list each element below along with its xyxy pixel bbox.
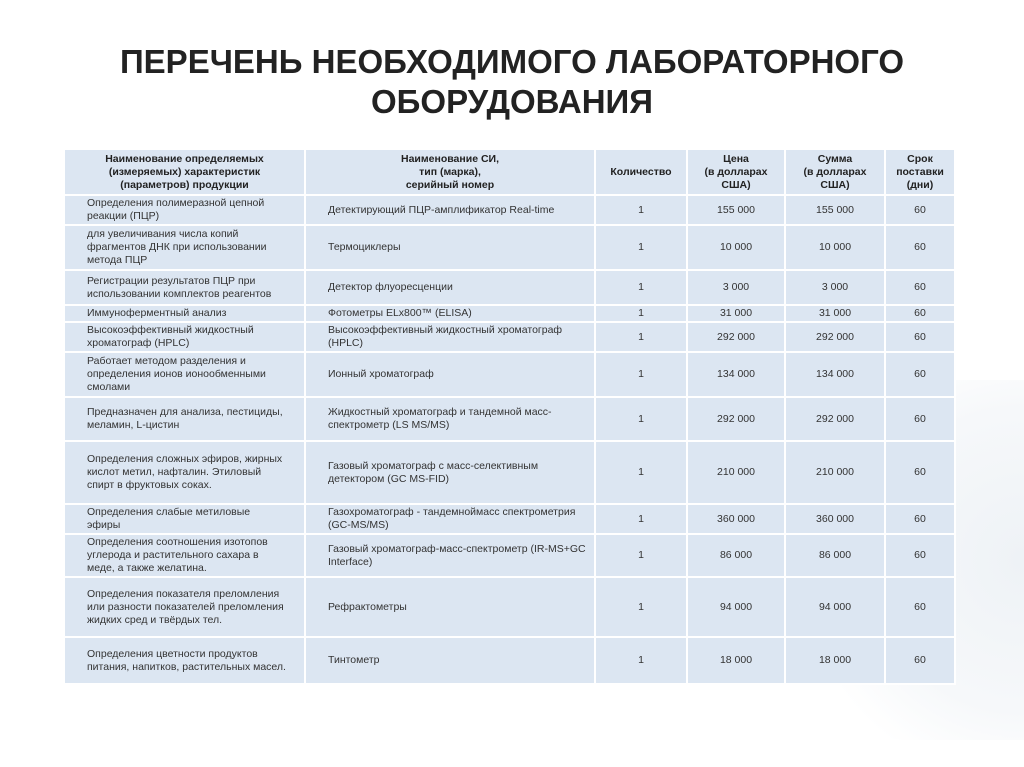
delivery-days-cell: 60 [885, 397, 955, 441]
delivery-days-cell: 60 [885, 637, 955, 684]
header-line: поставки [896, 165, 944, 178]
header-device [305, 149, 595, 195]
sum-cell: 18 000 [785, 637, 885, 684]
parameter-cell: Высокоэффективный жидкостный хроматограф (HPLC) [64, 322, 305, 352]
delivery-days-cell: 60 [885, 534, 955, 577]
parameter-cell: Определения цветности продуктов питания, напитков, растительных масел. [64, 637, 305, 684]
parameter-cell: для увеличивания числа копий фрагментов ДНК при использовании метода ПЦР [64, 225, 305, 270]
header-parameters [64, 149, 305, 195]
delivery-days-cell: 60 [885, 270, 955, 305]
sum-cell: 10 000 [785, 225, 885, 270]
parameter-cell: Регистрации результатов ПЦР при использовании комплектов реагентов [64, 270, 305, 305]
sum-cell: 94 000 [785, 577, 885, 637]
quantity-cell: 1 [595, 397, 687, 441]
quantity-cell: 1 [595, 322, 687, 352]
quantity-cell: 1 [595, 577, 687, 637]
price-cell: 10 000 [687, 225, 785, 270]
slide-title [0, 42, 1024, 122]
table-row [64, 577, 955, 637]
delivery-days-cell: 60 [885, 504, 955, 534]
parameter-cell: Предназначен для анализа, пестициды, меламин, L-цистин [64, 397, 305, 441]
quantity-cell: 1 [595, 637, 687, 684]
title-line-1: ПЕРЕЧЕНЬ НЕОБХОДИМОГО ЛАБОРАТОРНОГО [119, 43, 905, 80]
quantity-cell: 1 [595, 352, 687, 397]
device-cell: Фотометры ELx800™ (ELISA) [305, 305, 595, 322]
header-line: Количество [610, 165, 672, 178]
header-line: (в долларах [704, 165, 768, 178]
sum-cell: 3 000 [785, 270, 885, 305]
header-sum [785, 149, 885, 195]
table-row [64, 270, 955, 305]
sum-cell: 155 000 [785, 195, 885, 225]
header-line: (дни) [906, 178, 934, 191]
parameter-cell: Определения соотношения изотопов углерода и растительного сахара в меде, а также желатина. [64, 534, 305, 577]
parameter-cell: Определения показателя преломления или разности показателей преломления жидких сред и твёрдых тел. [64, 577, 305, 637]
price-cell: 86 000 [687, 534, 785, 577]
parameter-cell: Определения слабые метиловые эфиры [64, 504, 305, 534]
parameter-cell: Определения сложных эфиров, жирных кислот метил, нафталин. Этиловый спирт в фруктовых соках. [64, 441, 305, 504]
quantity-cell: 1 [595, 441, 687, 504]
sum-cell: 134 000 [785, 352, 885, 397]
device-cell: Рефрактометры [305, 577, 595, 637]
header-line: (параметров) продукции [120, 178, 249, 191]
device-cell: Газовый хроматограф с масс-селективным детектором (GC MS-FID) [305, 441, 595, 504]
table-row [64, 637, 955, 684]
device-cell: Термоциклеры [305, 225, 595, 270]
table-row [64, 534, 955, 577]
price-cell: 3 000 [687, 270, 785, 305]
delivery-days-cell: 60 [885, 577, 955, 637]
header-line: серийный номер [405, 178, 495, 191]
price-cell: 94 000 [687, 577, 785, 637]
parameter-cell: Иммуноферментный анализ [64, 305, 305, 322]
price-cell: 155 000 [687, 195, 785, 225]
price-cell: 134 000 [687, 352, 785, 397]
device-cell: Тинтометр [305, 637, 595, 684]
parameter-cell: Работает методом разделения и определения ионов ионообменными смолами [64, 352, 305, 397]
table-row [64, 225, 955, 270]
price-cell: 31 000 [687, 305, 785, 322]
sum-cell: 86 000 [785, 534, 885, 577]
sum-cell: 360 000 [785, 504, 885, 534]
price-cell: 292 000 [687, 322, 785, 352]
quantity-cell: 1 [595, 225, 687, 270]
quantity-cell: 1 [595, 195, 687, 225]
device-cell: Ионный хроматограф [305, 352, 595, 397]
header-delivery-days [885, 149, 955, 195]
delivery-days-cell: 60 [885, 441, 955, 504]
header-line: США) [721, 178, 751, 191]
quantity-cell: 1 [595, 305, 687, 322]
header-line: тип (марка), [419, 165, 481, 178]
device-cell: Газовый хроматограф-масс-спектрометр (IR-MS+GC Interface) [305, 534, 595, 577]
price-cell: 210 000 [687, 441, 785, 504]
sum-cell: 210 000 [785, 441, 885, 504]
header-quantity [595, 149, 687, 195]
delivery-days-cell: 60 [885, 225, 955, 270]
header-line: Наименование СИ, [401, 152, 499, 165]
quantity-cell: 1 [595, 534, 687, 577]
device-cell: Газохроматограф - тандемноймасс спектрометрия (GC-MS/MS) [305, 504, 595, 534]
title-line-2: ОБОРУДОВАНИЯ [371, 83, 653, 120]
header-line: Наименование определяемых [105, 152, 264, 165]
table-row [64, 322, 955, 352]
table-row [64, 441, 955, 504]
price-cell: 292 000 [687, 397, 785, 441]
delivery-days-cell: 60 [885, 352, 955, 397]
header-line: Цена [723, 152, 749, 165]
quantity-cell: 1 [595, 270, 687, 305]
header-line: Сумма [817, 152, 853, 165]
sum-cell: 31 000 [785, 305, 885, 322]
sum-cell: 292 000 [785, 397, 885, 441]
header-price [687, 149, 785, 195]
table-header-row [64, 149, 955, 195]
equipment-table [63, 148, 956, 685]
delivery-days-cell: 60 [885, 195, 955, 225]
table-row [64, 195, 955, 225]
device-cell: Детектирующий ПЦР-амплификатор Real-time [305, 195, 595, 225]
header-line: (в долларах [803, 165, 867, 178]
device-cell: Высокоэффективный жидкостный хроматограф (HPLC) [305, 322, 595, 352]
delivery-days-cell: 60 [885, 305, 955, 322]
delivery-days-cell: 60 [885, 322, 955, 352]
sum-cell: 292 000 [785, 322, 885, 352]
header-line: США) [820, 178, 850, 191]
parameter-cell: Определения полимеразной цепной реакции (ПЦР) [64, 195, 305, 225]
price-cell: 360 000 [687, 504, 785, 534]
quantity-cell: 1 [595, 504, 687, 534]
device-cell: Детектор флуоресценции [305, 270, 595, 305]
table-row [64, 504, 955, 534]
table-row [64, 397, 955, 441]
header-line: Срок [907, 152, 933, 165]
price-cell: 18 000 [687, 637, 785, 684]
table-row [64, 305, 955, 322]
header-line: (измеряемых) характеристик [108, 165, 261, 178]
table-row [64, 352, 955, 397]
device-cell: Жидкостный хроматограф и тандемной масс-спектрометр (LS MS/MS) [305, 397, 595, 441]
